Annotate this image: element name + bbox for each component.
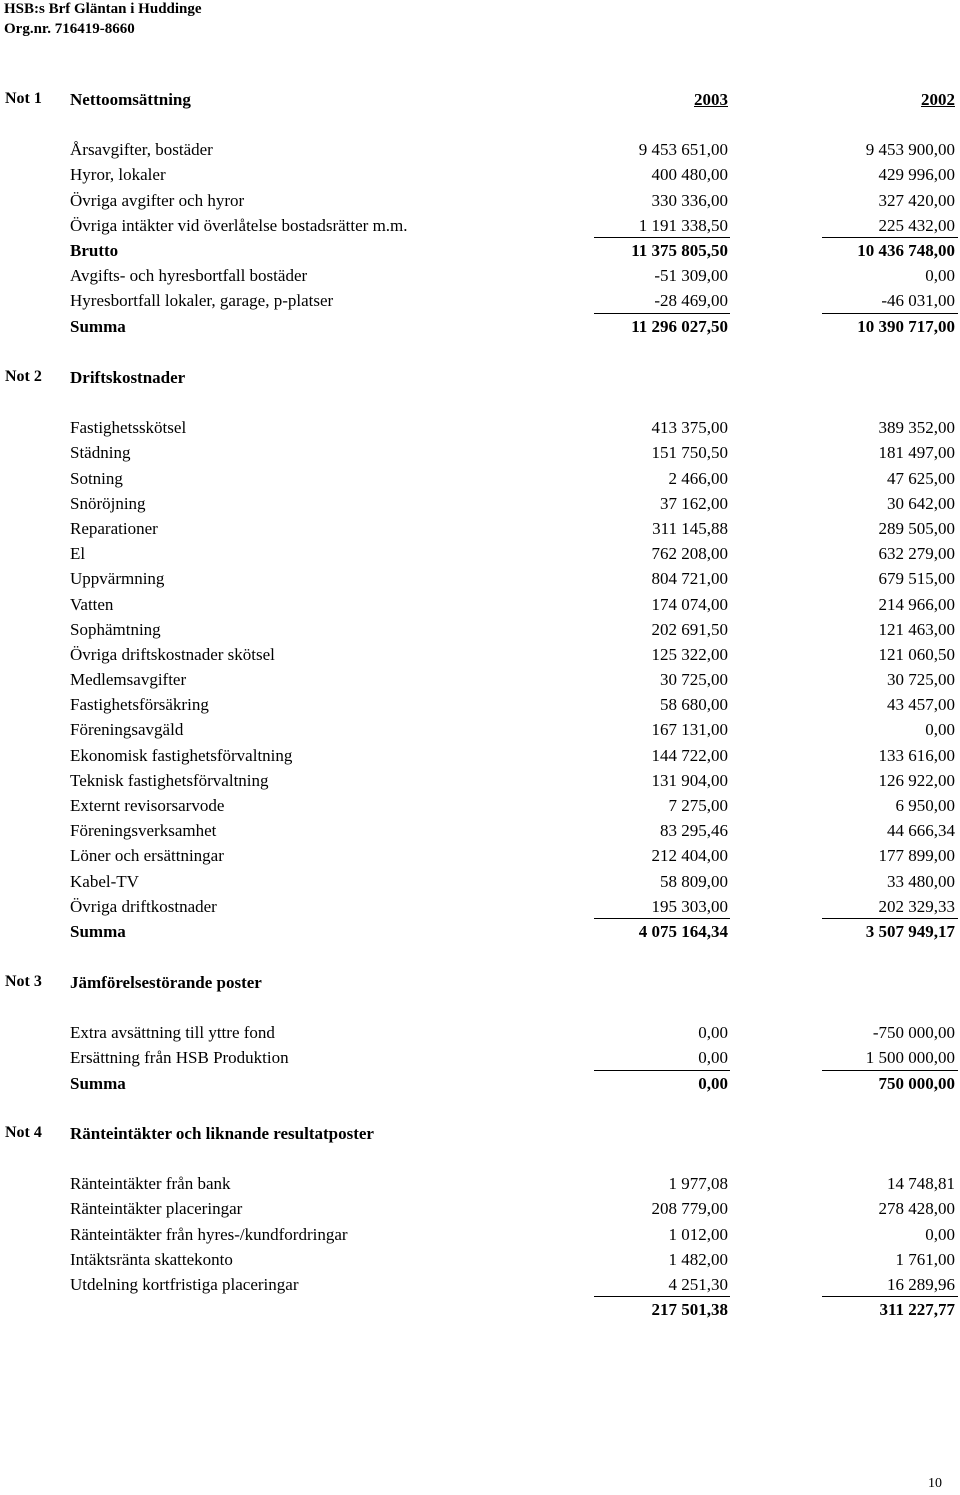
row-label: Teknisk fastighetsförvaltning [70,770,269,790]
value-2003: 0,00 [698,1023,728,1043]
table-row [0,894,960,919]
value-2002: 202 329,33 [878,896,955,916]
value-2002: 3 507 949,17 [865,921,955,941]
spacer [0,1146,960,1171]
row-label: Hyresbortfall lokaler, garage, p-platser [70,291,334,311]
row-label: Intäktsränta skattekonto [70,1249,233,1269]
table-row [0,440,960,465]
note-title-row [0,1121,960,1146]
value-2002: 133 616,00 [878,745,955,765]
row-label: Ränteintäkter från bank [70,1174,231,1194]
value-2002: 10 436 748,00 [857,240,955,260]
value-2002: 278 428,00 [878,1199,955,1219]
value-2003: 1 012,00 [668,1224,728,1244]
table-row [0,793,960,818]
value-2003: 2 466,00 [668,468,728,488]
value-2003: 11 296 027,50 [631,316,728,336]
value-2003: 0,00 [698,1048,728,1068]
value-2003: 174 074,00 [651,594,728,614]
row-label: Övriga driftskostnader skötsel [70,644,275,664]
value-2002: 121 060,50 [878,644,955,664]
note-1 [0,87,960,339]
table-row [0,869,960,894]
row-label: Externt revisorsarvode [70,796,225,815]
note-title: Ränteintäkter och liknande resultatposter [70,1124,374,1143]
table-row [0,162,960,187]
table-row [0,263,960,288]
row-label: Sophämtning [70,619,161,639]
value-2002: 225 432,00 [878,215,955,235]
note-title-row [0,970,960,995]
value-2002: 389 352,00 [878,418,955,438]
value-2003: 762 208,00 [651,544,728,564]
value-2002: 16 289,96 [887,1274,955,1294]
row-label: Löner och ersättningar [70,846,224,866]
value-2003: 1 191 338,50 [638,215,728,235]
table-row [0,1222,960,1247]
table-row-subtotal [0,238,960,263]
value-2002: 10 390 717,00 [857,316,955,336]
table-row [0,188,960,213]
value-2003: 4 075 164,34 [638,921,728,941]
row-label: El [70,544,86,564]
row-label: Årsavgifter, bostäder [70,140,213,160]
value-2003: 4 251,30 [668,1274,728,1294]
value-2003: 804 721,00 [651,569,728,589]
value-2002: 0,00 [925,266,955,286]
table-row [0,1247,960,1272]
value-2002: 43 457,00 [887,695,955,715]
table-row-total [0,314,960,339]
value-2003: 167 131,00 [651,720,728,740]
value-2003: 400 480,00 [651,165,728,185]
row-label: Fastighetsförsäkring [70,695,209,715]
table-row [0,692,960,717]
value-2003: 311 145,88 [652,518,728,538]
value-2002: 47 625,00 [887,468,955,488]
note-3 [0,970,960,1096]
table-row [0,667,960,692]
table-row [0,1196,960,1221]
row-label: Avgifts- och hyresbortfall bostäder [70,266,308,286]
value-2002: 30 725,00 [887,670,955,690]
value-2003: 58 809,00 [660,871,728,891]
table-row [0,1020,960,1045]
table-row [0,491,960,516]
table-row [0,541,960,566]
value-2002: -750 000,00 [872,1023,955,1043]
value-2002: 1 500 000,00 [865,1048,955,1068]
note-2 [0,365,960,944]
row-label: Fastighetsskötsel [70,418,187,438]
value-2002: 121 463,00 [878,619,955,639]
value-2003: 125 322,00 [651,644,728,664]
table-row [0,415,960,440]
note-title-row [0,87,960,112]
row-label: Övriga intäkter vid överlåtelse bostadsrätter m.m. [70,215,408,235]
note-title: Nettoomsättning [70,90,191,109]
year-column-2: 2002 [921,90,955,109]
table-row-total [0,1071,960,1096]
value-2002: 429 996,00 [878,165,955,185]
row-label: Summa [70,921,126,941]
value-2003: 9 453 651,00 [638,140,728,160]
table-row [0,818,960,843]
header-org-number: Org.nr. 716419-8660 [4,21,135,37]
value-2002: 1 761,00 [895,1249,955,1269]
table-row-total [0,919,960,944]
note-4 [0,1121,960,1322]
value-2002: 0,00 [925,1224,955,1244]
value-2003: 58 680,00 [660,695,728,715]
value-2003: 37 162,00 [660,493,728,513]
row-label: Summa [70,1073,126,1093]
note-number: Not 1 [5,90,42,107]
value-2003: 7 275,00 [668,796,728,815]
value-2003: 212 404,00 [651,846,728,866]
table-row [0,1171,960,1196]
value-2002: 214 966,00 [878,594,955,614]
row-label: Medlemsavgifter [70,670,187,690]
value-2003: 330 336,00 [651,190,728,210]
value-2002: 14 748,81 [887,1174,955,1194]
note-title: Driftskostnader [70,368,186,387]
row-label: Utdelning kortfristiga placeringar [70,1274,299,1294]
value-2003: 0,00 [698,1073,728,1093]
note-number: Not 2 [5,368,42,385]
value-2002: 632 279,00 [878,544,955,564]
value-2003: 30 725,00 [660,670,728,690]
row-label: Uppvärmning [70,569,165,589]
value-2003: 208 779,00 [651,1199,728,1219]
row-label: Övriga avgifter och hyror [70,190,245,210]
row-label: Snöröjning [70,493,146,513]
row-label: Reparationer [70,518,158,538]
value-2002: 311 227,77 [879,1300,955,1320]
page-number: 10 [928,1476,942,1491]
row-label: Summa [70,316,126,336]
table-row [0,566,960,591]
row-label: Städning [70,443,131,463]
value-2002: 327 420,00 [878,190,955,210]
row-label: Extra avsättning till yttre fond [70,1023,275,1043]
value-2002: 6 950,00 [895,796,955,815]
value-2003: 413 375,00 [651,418,728,438]
table-row [0,717,960,742]
value-2003: 202 691,50 [651,619,728,639]
value-2003: -28 469,00 [654,291,728,311]
value-2002: 9 453 900,00 [865,140,955,160]
table-row [0,213,960,238]
value-2002: 181 497,00 [878,443,955,463]
table-row [0,592,960,617]
row-label: Hyror, lokaler [70,165,166,185]
value-2003: 217 501,38 [651,1300,728,1320]
row-label: Sotning [70,468,123,488]
table-row [0,466,960,491]
value-2002: 33 480,00 [887,871,955,891]
table-row [0,1272,960,1297]
spacer [0,112,960,137]
value-2003: 1 977,08 [668,1174,728,1194]
table-row [0,288,960,313]
table-row [0,642,960,667]
value-2002: 30 642,00 [887,493,955,513]
note-title: Jämförelsestörande poster [70,973,262,992]
value-2003: 195 303,00 [651,896,728,916]
table-row [0,617,960,642]
value-2003: 83 295,46 [660,821,728,841]
note-title-row [0,365,960,390]
row-label: Ersättning från HSB Produktion [70,1048,289,1068]
row-label: Föreningsverksamhet [70,821,217,841]
value-2002: 750 000,00 [878,1073,955,1093]
value-2002: 44 666,34 [887,821,955,841]
value-2003: 151 750,50 [651,443,728,463]
row-label: Ränteintäkter från hyres-/kundfordringar [70,1224,348,1244]
value-2002: 289 505,00 [878,518,955,538]
row-label: Kabel-TV [70,871,139,891]
note-number: Not 3 [5,973,42,990]
row-label: Brutto [70,240,119,260]
table-row [0,516,960,541]
spacer [0,390,960,415]
value-2002: 679 515,00 [878,569,955,589]
row-label: Övriga driftkostnader [70,896,217,916]
year-column-1: 2003 [694,90,728,109]
row-label: Ekonomisk fastighetsförvaltning [70,745,293,765]
value-2002: 126 922,00 [878,770,955,790]
table-row [0,768,960,793]
header-org-name: HSB:s Brf Gläntan i Huddinge [4,1,202,17]
value-2003: 144 722,00 [651,745,728,765]
table-row [0,1045,960,1070]
value-2003: 131 904,00 [651,770,728,790]
value-2003: 1 482,00 [668,1249,728,1269]
value-2003: -51 309,00 [654,266,728,286]
spacer [0,995,960,1020]
row-label: Vatten [70,594,114,614]
value-2002: 0,00 [925,720,955,740]
value-2002: -46 031,00 [881,291,955,311]
table-row [0,843,960,868]
note-number: Not 4 [5,1124,42,1141]
table-row [0,743,960,768]
value-2002: 177 899,00 [878,846,955,866]
table-row-total [0,1297,960,1322]
row-label: Ränteintäkter placeringar [70,1199,243,1219]
value-2003: 11 375 805,50 [631,240,728,260]
row-label: Föreningsavgäld [70,720,184,740]
table-row [0,137,960,162]
